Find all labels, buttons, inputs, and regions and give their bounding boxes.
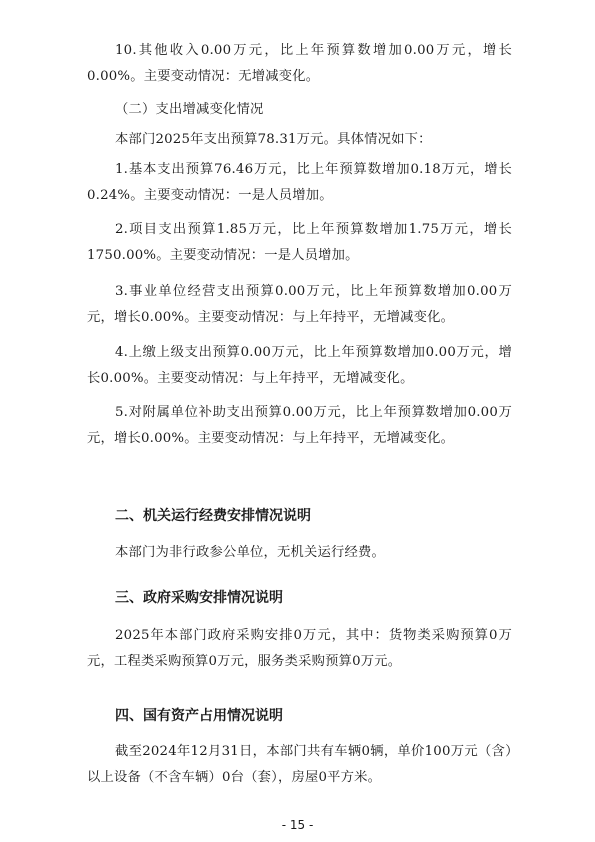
paragraph-state-assets: 截至2024年12月31日，本部门共有车辆0辆，单价100万元（含）以上设备（不含车辆）0台（套），房屋0平方米。 (87, 744, 512, 785)
paragraph-expense-total: 本部门2025年支出预算78.31万元。具体情况如下： (115, 132, 432, 147)
paragraph-business-expense: 3.事业单位经营支出预算0.00万元，比上年预算数增加0.00万元，增长0.00%。主要变动情况：与上年持平，无增减变化。 (87, 284, 512, 325)
paragraph-operating-expenses: 本部门为非行政参公单位，无机关运行经费。 (115, 545, 385, 560)
paragraph-subsidiary-subsidy: 5.对附属单位补助支出预算0.00万元，比上年预算数增加0.00万元，增长0.00%。主要变动情况：与上年持平，无增减变化。 (87, 405, 512, 446)
section-heading-state-assets: 四、国有资产占用情况说明 (115, 708, 283, 724)
paragraph-other-income: 10.其他收入0.00万元，比上年预算数增加0.00万元，增长0.00%。主要变动情况：无增减变化。 (87, 43, 512, 84)
paragraph-procurement: 2025年本部门政府采购安排0万元，其中：货物类采购预算0万元，工程类采购预算0万元，服务类采购预算0万元。 (87, 628, 512, 669)
subsection-heading-expense-changes: （二）支出增减变化情况 (115, 102, 264, 117)
paragraph-remit-upper-expense: 4.上缴上级支出预算0.00万元，比上年预算数增加0.00万元，增长0.00%。主要变动情况：与上年持平，无增减变化。 (87, 345, 512, 386)
section-heading-operating-expenses: 二、机关运行经费安排情况说明 (115, 508, 311, 524)
paragraph-project-expense: 2.项目支出预算1.85万元，比上年预算数增加1.75万元，增长1750.00%。主要变动情况：一是人员增加。 (87, 222, 512, 263)
paragraph-basic-expense: 1.基本支出预算76.46万元，比上年预算数增加0.18万元，增长0.24%。主要变动情况：一是人员增加。 (87, 162, 512, 203)
page-number: - 15 - (281, 818, 314, 832)
section-heading-procurement: 三、政府采购安排情况说明 (115, 590, 283, 606)
